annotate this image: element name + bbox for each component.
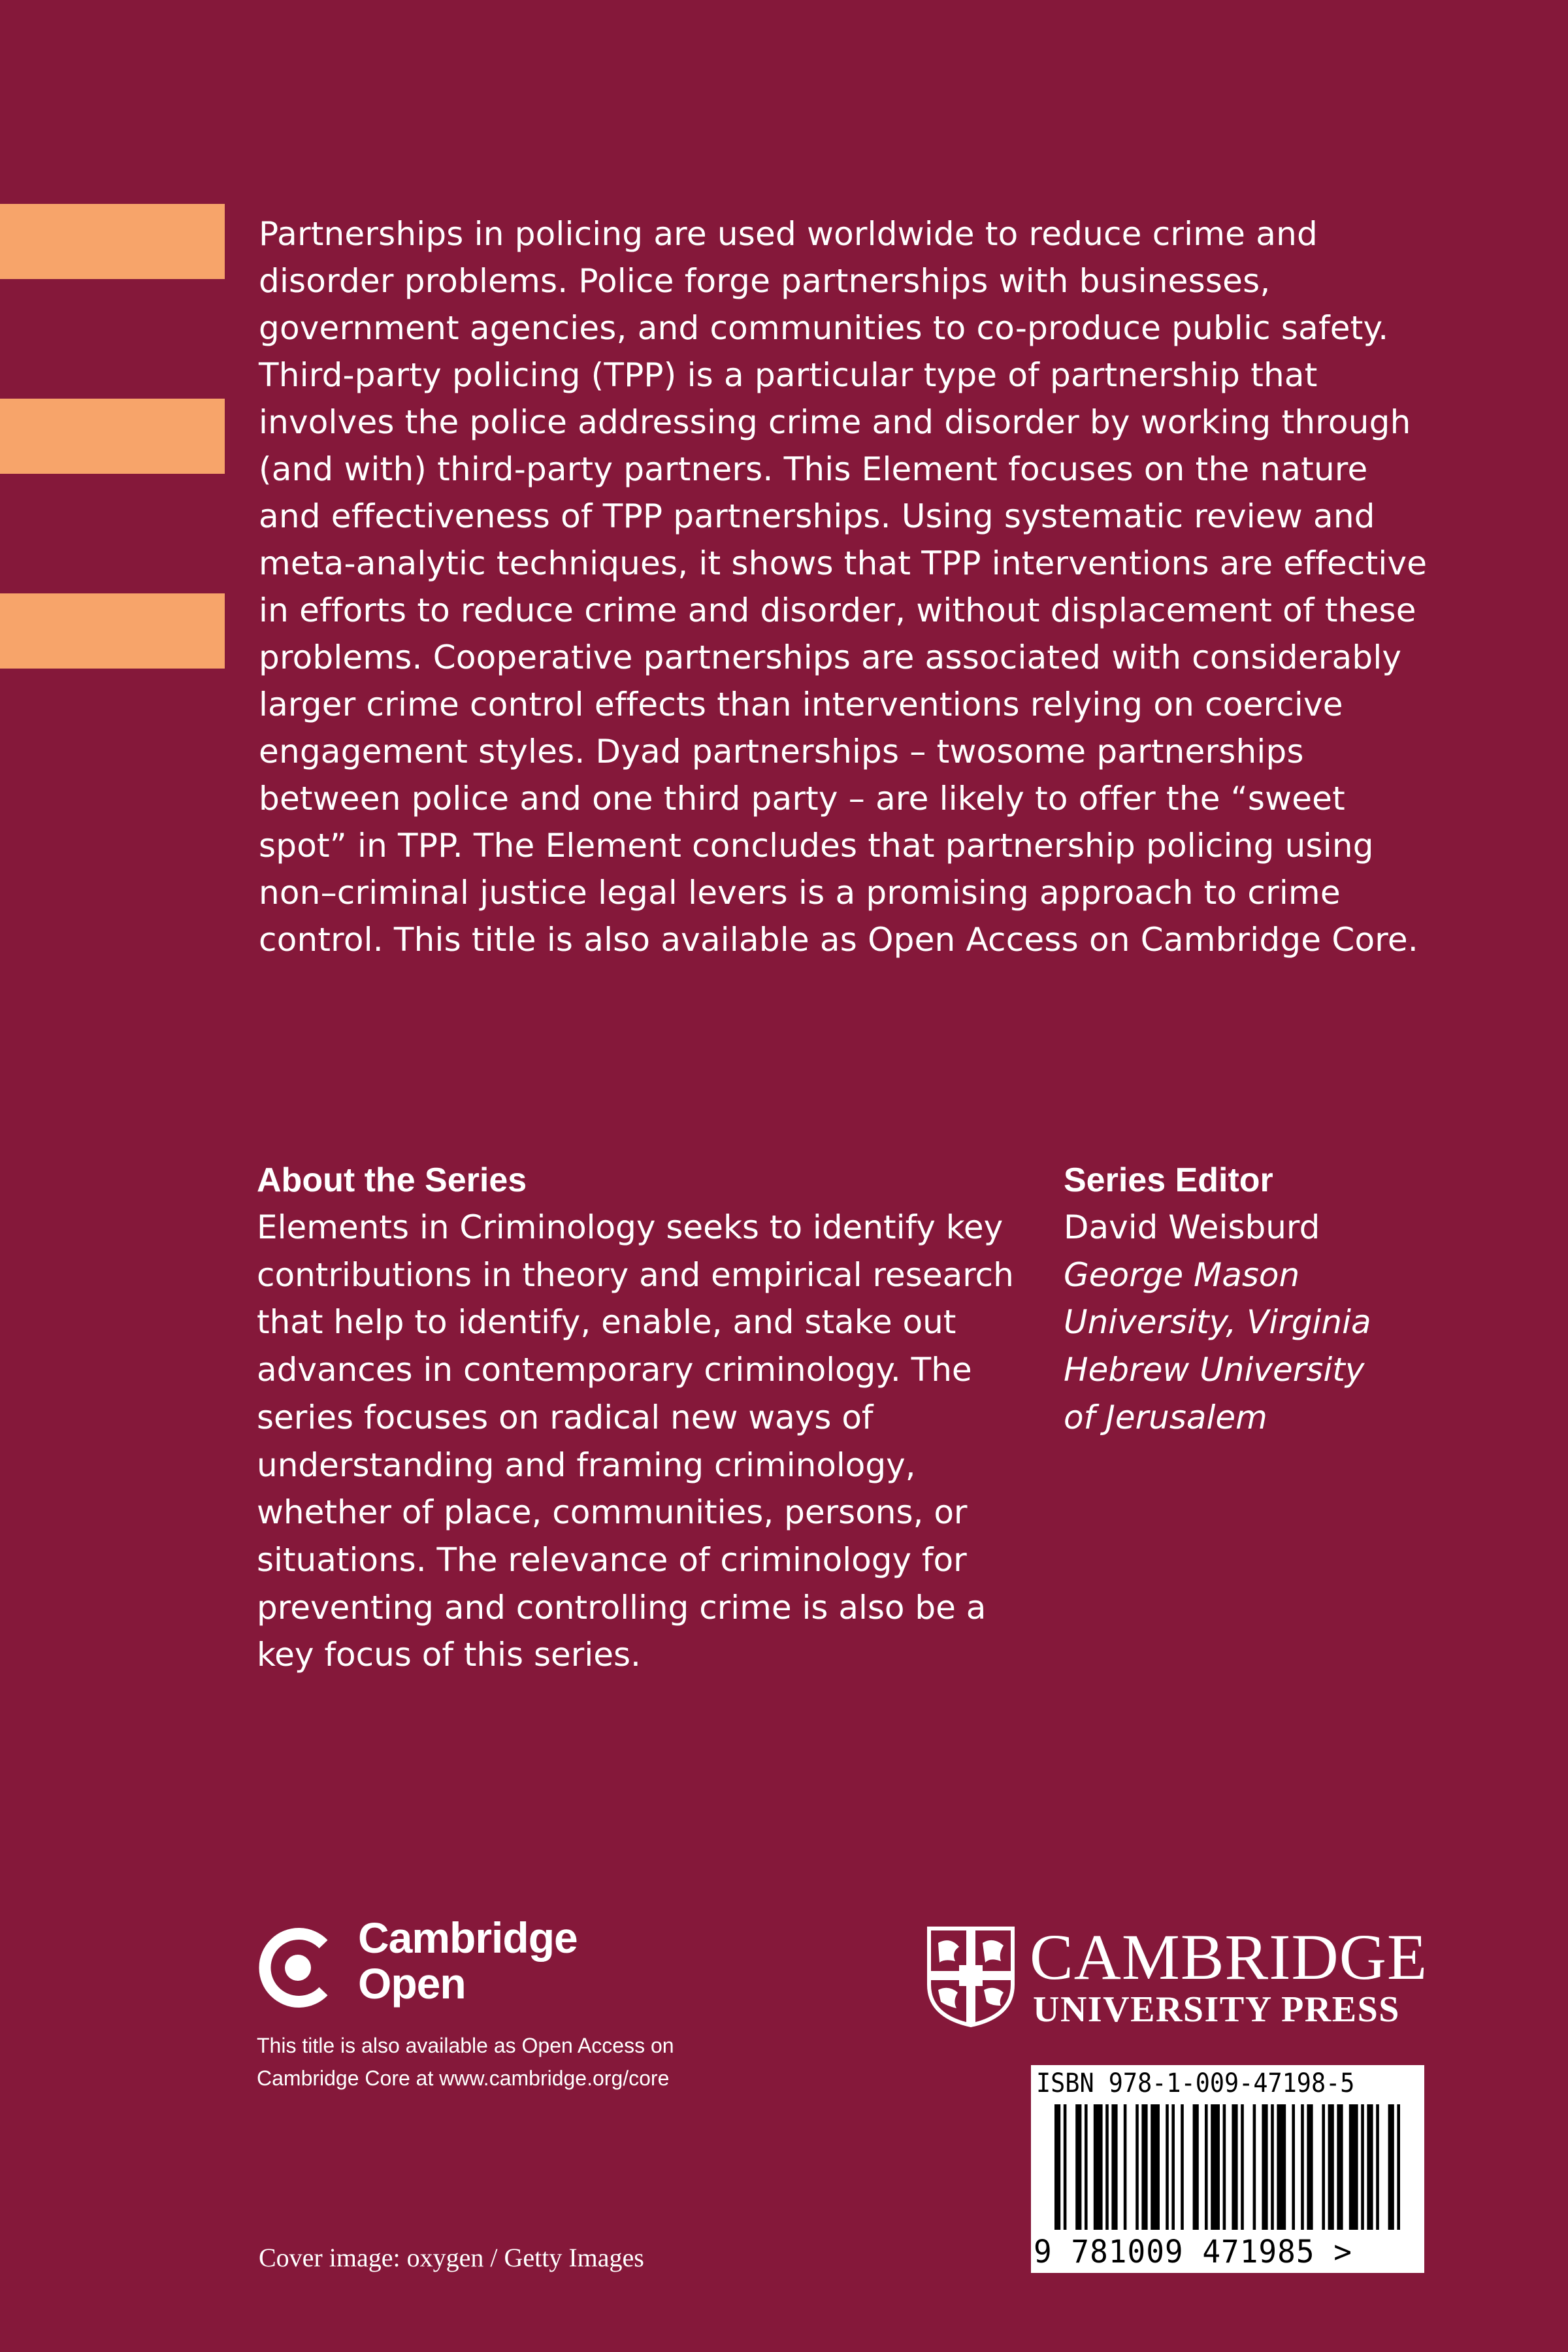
barcode-bar: [1151, 2104, 1160, 2230]
book-abstract: Partnerships in policing are used worldwide to reduce crime and disorder problems. Police forge partnerships with businesses, government agencies, and communities to co-produce public safety. Third-party policing (TPP) is a particular type of partnership that involves the police addressing crime and disorder by working through (and with) third-party partners. This Element focuses on the nature and effectiveness of TPP partnerships. Using systematic review and meta-analytic techniques, it shows that TPP interventions are effective in efforts to reduce crime and disorder, without displacement of these problems. Cooperative partnerships are associated with considerably larger crime control effects than interventions relying on coercive engagement styles. Dyad partnerships – twosome partnerships between police and one third party – are likely to offer the “sweet spot” in TPP. The Element concludes that partnership policing using non–criminal justice legal levers is a promising approach to crime control. This title is also available as Open Access on Cambridge Core.: [259, 215, 1428, 959]
barcode-bar: [1328, 2104, 1334, 2230]
barcode-bar: [1094, 2104, 1103, 2230]
barcode-bar: [1223, 2104, 1226, 2230]
barcode-bar: [1271, 2104, 1274, 2230]
series-editor-section: [1064, 1157, 1521, 1442]
barcode-bar: [1064, 2104, 1067, 2230]
barcode-bar: [1322, 2104, 1325, 2230]
cover-image-credit: Cover image: oxygen / Getty Images: [259, 2243, 644, 2272]
barcode-bar: [1301, 2104, 1304, 2230]
barcode-bar: [1277, 2104, 1286, 2230]
isbn-label: ISBN 978-1-009-47198-5: [1036, 2068, 1355, 2098]
barcode-bar: [1367, 2104, 1373, 2230]
barcode-bar: [1135, 2104, 1139, 2230]
university-press-wordmark: UNIVERSITY PRESS: [1033, 1989, 1400, 2030]
about-series-heading: About the Series: [257, 1161, 527, 1199]
editor-affiliation-line: of Jerusalem: [1064, 1398, 1267, 1436]
barcode-bar: [1193, 2104, 1199, 2230]
barcode-bar: [1105, 2104, 1109, 2230]
barcode-bar: [1361, 2104, 1364, 2230]
barcode-bars: [1031, 2104, 1424, 2232]
isbn-barcode: [1031, 2065, 1424, 2273]
barcode-bar: [1253, 2104, 1256, 2230]
barcode-bar: [1205, 2104, 1208, 2230]
cambridge-open-wordmark: [358, 1915, 578, 2006]
open-access-note-line2: Cambridge Core at www.cambridge.org/core: [257, 2066, 670, 2090]
editor-affiliation-line: Hebrew University: [1064, 1351, 1365, 1389]
barcode-bar: [1075, 2104, 1081, 2230]
barcode-bar: [1241, 2104, 1244, 2230]
editor-affiliation-line: University, Virginia: [1064, 1303, 1371, 1342]
editor-affiliation-line: George Mason: [1064, 1255, 1300, 1294]
cambridge-wordmark: CAMBRIDGE: [1030, 1921, 1428, 1993]
cambridge-open-line2: Open: [358, 1959, 466, 2008]
barcode-bar: [1085, 2104, 1088, 2230]
barcode-bar: [1171, 2104, 1175, 2230]
accent-bar-1: [0, 204, 225, 279]
barcode-bar: [1124, 2104, 1127, 2230]
cambridge-open-icon: [257, 1927, 339, 2009]
barcode-bar: [1349, 2104, 1358, 2230]
barcode-bar: [1232, 2104, 1237, 2230]
barcode-bar: [1181, 2104, 1184, 2230]
accent-bar-2: [0, 399, 225, 474]
barcode-bar: [1397, 2104, 1400, 2230]
university-shield-icon: [925, 1925, 1017, 2028]
barcode-digits: 9 781009 471985 >: [1034, 2234, 1352, 2270]
accent-bar-3: [0, 593, 225, 669]
barcode-bar: [1388, 2104, 1394, 2230]
barcode-bar: [1307, 2104, 1313, 2230]
barcode-bar: [1111, 2104, 1117, 2230]
cambridge-open-logo: [257, 1915, 610, 2019]
barcode-bar: [1141, 2104, 1147, 2230]
cambridge-open-line1: Cambridge: [358, 1913, 578, 1962]
open-access-note-line1: This title is also available as Open Access on: [257, 2034, 674, 2057]
series-editor-name: David Weisburd: [1064, 1208, 1320, 1246]
about-series-section: [257, 1157, 1028, 1679]
barcode-bar: [1376, 2104, 1379, 2230]
barcode-bar: [1337, 2104, 1343, 2230]
barcode-bar: [1054, 2104, 1060, 2230]
barcode-bar: [1292, 2104, 1295, 2230]
barcode-bar: [1262, 2104, 1267, 2230]
barcode-bar: [1211, 2104, 1220, 2230]
barcode-bar: [1166, 2104, 1169, 2230]
series-editor-heading: Series Editor: [1064, 1161, 1273, 1199]
about-series-body: Elements in Criminology seeks to identify key contributions in theory and empirical research that help to identify, enable, and stake out advances in contemporary criminology. The series focuses on radical new ways of understanding and framing criminology, whether of place, communities, persons, or situations. The relevance of criminology for preventing and controlling crime is also be a key focus of this series.: [257, 1208, 1014, 1674]
open-access-note: [257, 2029, 792, 2095]
cambridge-university-press-logo: [925, 1921, 1435, 2030]
